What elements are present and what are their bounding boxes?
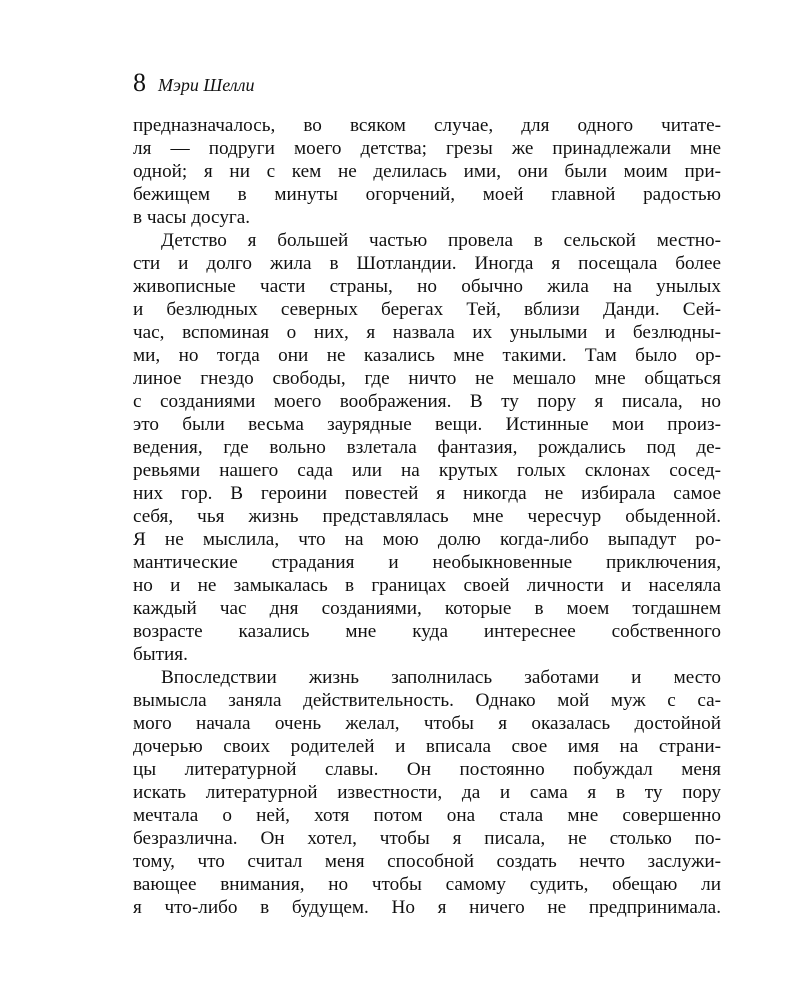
text-line: мого начала очень желал, чтобы я оказалась достойной	[133, 713, 721, 734]
text-line: вымысла заняла действительность. Однако мой муж с са-	[133, 690, 721, 711]
text-line: ведения, где вольно взлетала фантазия, рождались под де-	[133, 437, 721, 458]
text-line: мантические страдания и необыкновенные приключения,	[133, 552, 721, 573]
text-line: дочерью своих родителей и вписала свое имя на страни-	[133, 736, 721, 757]
text-line: тому, что считал меня способной создать нечто заслужи-	[133, 851, 721, 872]
page-number: 8	[133, 68, 146, 97]
text-line: ревьями нашего сада или на крутых голых склонах сосед-	[133, 460, 721, 481]
text-line: безразлична. Он хотел, чтобы я писала, не столько по-	[133, 828, 721, 849]
text-line: час, вспоминая о них, я назвала их унылыми и безлюдны-	[133, 322, 721, 343]
body-text	[133, 114, 721, 919]
text-line: живописные части страны, но обычно жила на унылых	[133, 276, 721, 297]
text-line: предназначалось, во всяком случае, для одного читате-	[133, 115, 721, 136]
text-line: я что-либо в будущем. Но я ничего не предпринимала.	[133, 897, 721, 918]
text-line: вающее внимания, но чтобы самому судить, обещаю ли	[133, 874, 721, 895]
text-line: бежищем в минуты огорчений, моей главной радостью	[133, 184, 721, 205]
text-line: цы литературной славы. Он постоянно побуждал меня	[133, 759, 721, 780]
paragraph-first-line: Впоследствии жизнь заполнилась заботами и место	[161, 667, 721, 688]
text-line: в часы досуга.	[133, 207, 251, 228]
text-line: мечтала о ней, хотя потом она стала мне совершенно	[133, 805, 721, 826]
paragraph-first-line: Детство я большей частью провела в сельской местно-	[161, 230, 721, 251]
text-line: возрасте казались мне куда интереснее собственного	[133, 621, 721, 642]
running-head-author: Мэри Шелли	[158, 75, 255, 95]
text-line: и безлюдных северных берегах Тей, вблизи Данди. Сей-	[133, 299, 721, 320]
text-line: бытия.	[133, 644, 188, 665]
text-line: с созданиями моего воображения. В ту пору я писала, но	[133, 391, 721, 412]
text-line: Я не мыслила, что на мою долю когда-либо выпадут ро-	[133, 529, 721, 550]
text-line: это были весьма заурядные вещи. Истинные мои произ-	[133, 414, 721, 435]
text-line: одной; я ни с кем не делилась ими, они были моим при-	[133, 161, 721, 182]
text-line: них гор. В героини повестей я никогда не избирала самое	[133, 483, 721, 504]
text-line: сти и долго жила в Шотландии. Иногда я посещала более	[133, 253, 721, 274]
text-line: ми, но тогда они не казались мне такими. Там было ор-	[133, 345, 721, 366]
text-line: линое гнездо свободы, где ничто не мешало мне общаться	[133, 368, 721, 389]
text-line: искать литературной известности, да и сама я в ту пору	[133, 782, 721, 803]
page-header	[133, 68, 254, 102]
text-line: себя, чья жизнь представлялась мне чересчур обыденной.	[133, 506, 721, 527]
text-line: ля — подруги моего детства; грезы же принадлежали мне	[133, 138, 721, 159]
text-line: но и не замыкалась в границах своей личности и населяла	[133, 575, 721, 596]
text-line: каждый час дня созданиями, которые в моем тогдашнем	[133, 598, 721, 619]
